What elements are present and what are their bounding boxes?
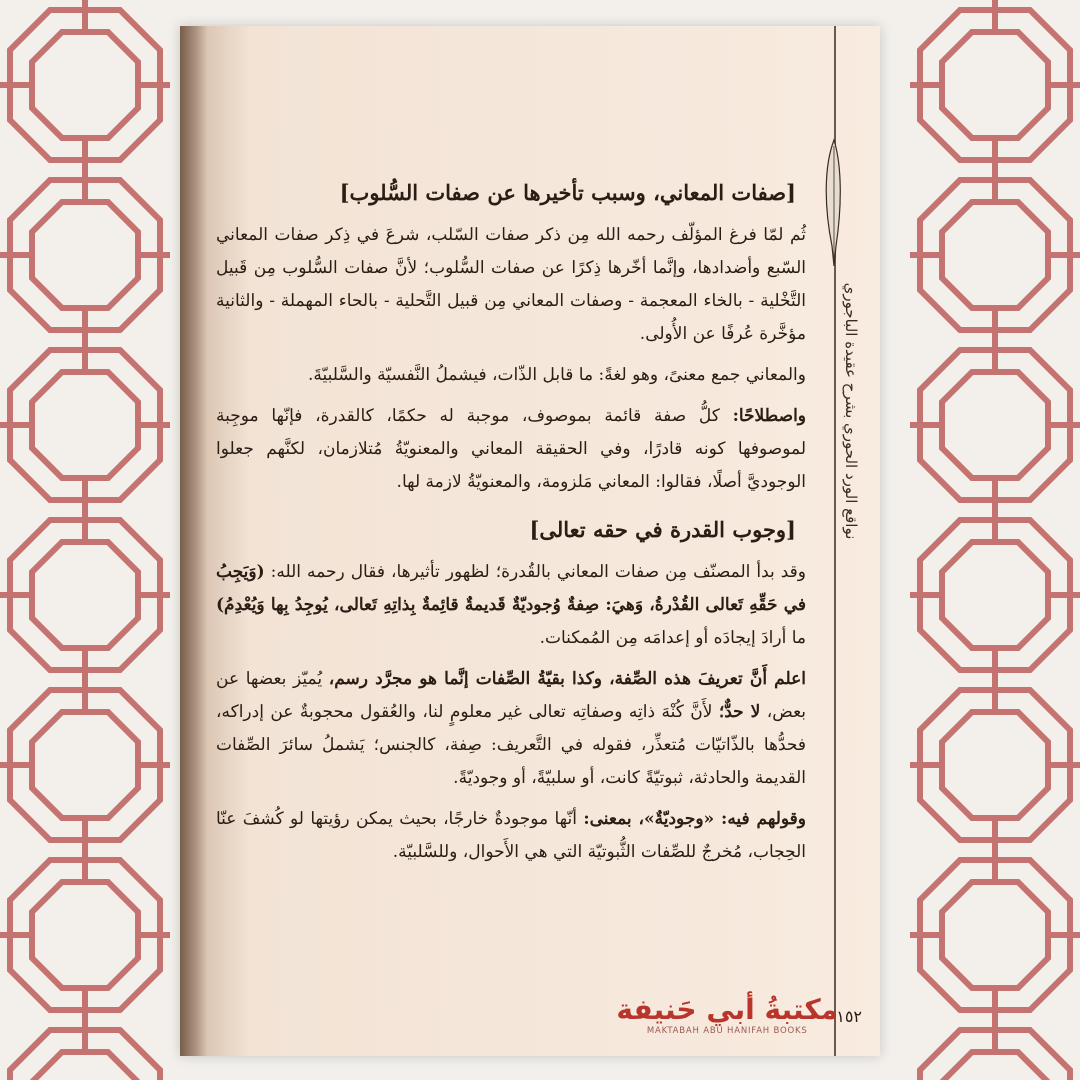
quill-icon bbox=[820, 136, 844, 276]
paragraph bbox=[216, 663, 806, 795]
page-number: ١٥٢ bbox=[836, 1007, 862, 1026]
bold-text: اعلم أَنَّ تعريفَ هذه الصِّفة، وكذا بقيّةُ الصِّفات إنَّما هو مجرَّد رسم، bbox=[328, 669, 806, 689]
paragraph: ثُم لمّا فرغ المؤلّف رحمه الله مِن ذكر صفات السّلب، شرعَ في ذِكر صفات المعاني السّبع وأضدادها، وإنَّما أخّرها ذِكرًا عن صفات السُّلوب؛ لأنَّ صفات السُّلوب مِن قَبيل التَّخْلية - بالخاء المعجمة - وصفات المعاني مِن قبيل التَّحلية - بالحاء المهملة - والثانية مؤخَّرة عُرفًا عن الأُولى. bbox=[216, 225, 806, 344]
paragraph-text: كلُّ صفة قائمة بموصوف، موجبة له حكمًا، كالقدرة، فإنّها موجِبة لموصوفها كونه قادرًا، وفي الحقيقة المعاني والمعنويّةُ مُتلازمان، لكنَّهم جعلوا الوجوديَّ أصلًا، فقالوا: المعاني مَلزومة، والمعنويّةُ لازمة لها. bbox=[216, 406, 806, 492]
paragraph-text: ما أرادَ إيجادَه أو إعدامَه مِن المُمكنات. bbox=[539, 628, 806, 648]
book-spine-shadow bbox=[180, 26, 208, 1056]
running-header bbox=[836, 276, 866, 546]
paragraph bbox=[216, 400, 806, 499]
page-body bbox=[216, 176, 806, 877]
term-label: واصطلاحًا: bbox=[732, 406, 806, 426]
publisher-logo bbox=[616, 994, 838, 1036]
book-page bbox=[180, 26, 880, 1056]
section-title: [صفات المعاني، وسبب تأخيرها عن صفات السُّلوب] bbox=[339, 180, 796, 205]
logo-english: MAKTABAH ABU HANIFAH BOOKS bbox=[646, 1026, 808, 1036]
paragraph bbox=[216, 803, 806, 869]
matn-quote: (وَيَجِبُ في حَقِّهِ تَعالى القُدْرةُ، وَهيَ: صِفةٌ وُجوديّةٌ قَديمةٌ قائِمةٌ بِذاتِهِ تَعالى، يُوجِدُ بِها وَيُعْدِمُ) bbox=[216, 562, 806, 615]
lattice-pattern-icon bbox=[910, 0, 1080, 1080]
decorative-pattern-left bbox=[0, 0, 170, 1080]
paragraph bbox=[216, 556, 806, 655]
paragraph-text: أنّها موجودةٌ خارجًا، بحيث يمكن رؤيتها لو كُشفَ عنّا الحِجاب، مُخرجٌ للصِّفات الثُّبوتيّة التي هي الأَحوال، وللسَّلبيّة. bbox=[216, 809, 806, 862]
paragraph-text: لأَنَّ كُنْهَ ذاتِه وصفاتِه تعالى غير معلومٍ لنا، والعُقول محجوبةٌ عن إدراكه، فحدُّها بالذّاتيّات مُتعذِّر، فقوله في التَّعريف: صِفة، كالجنس؛ يَشملُ سائرَ الصِّفات القديمة والحادثة، ثبوتيّةً كانت، أو سلبيّةً، أو وجوديّةً. bbox=[216, 702, 806, 788]
bold-text: لا حدٌّ؛ bbox=[718, 702, 761, 722]
paragraph: والمعاني جمع معنىً، وهو لغةً: ما قابل الذّات، فيشملُ النَّفسيّة والسَّلبيّةَ. bbox=[307, 365, 806, 385]
lattice-pattern-icon bbox=[0, 0, 170, 1080]
paragraph-text: وقد بدأ المصنّف مِن صفات المعاني بالقُدرة؛ لظهور تأثيرها، فقال رحمه الله: bbox=[264, 562, 806, 582]
logo-arabic: مكتبةُ أبي حَنيفة bbox=[616, 993, 838, 1026]
running-header-text: نواقع الورد الحوري بشرح عقيدة الباجوري bbox=[842, 282, 860, 540]
bold-text: وقولهم فيه: «وجوديّةٌ»، بمعنى: bbox=[583, 809, 806, 829]
decorative-pattern-right bbox=[910, 0, 1080, 1080]
section-title: [وجوب القدرة في حقه تعالى] bbox=[529, 517, 796, 542]
paragraph-text: يُميّز بعضها عن بعض، bbox=[216, 669, 806, 722]
